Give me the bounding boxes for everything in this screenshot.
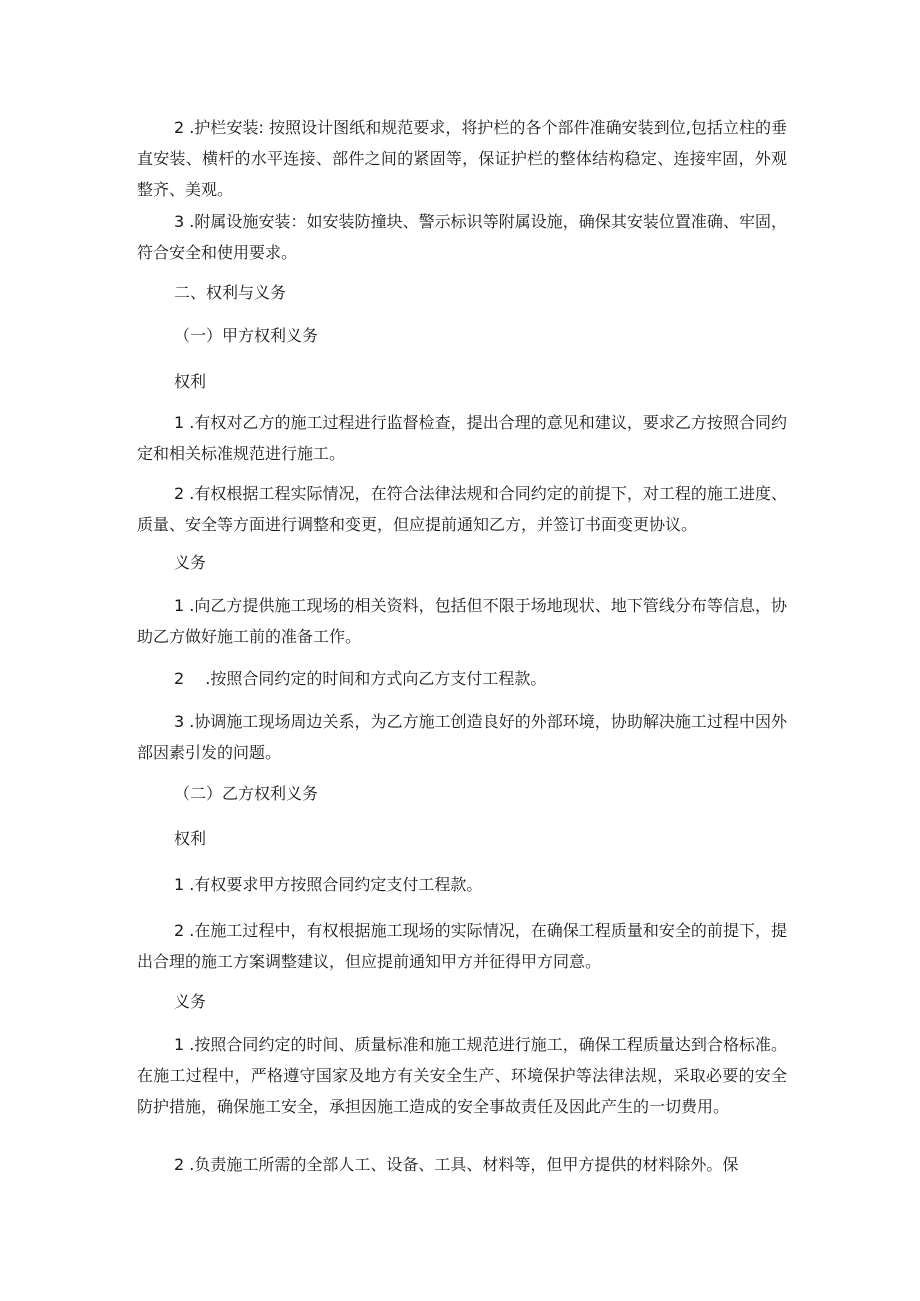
- paragraph-guardrail-installation: 2 .护栏安装: 按照设计图纸和规范要求，将护栏的各个部件准确安装到位,包括立柱的垂直安装、横杆的水平连接、部件之间的紧固等，保证护栏的整体结构稳定、连接牢固，外观整齐、美观。: [137, 118, 787, 199]
- paragraph-party-b-obligation-1: 1 .按照合同约定的时间、质量标准和施工规范进行施工，确保工程质量达到合格标准。在施工过程中，严格遵守国家及地方有关安全生产、环境保护等法律法规，采取必要的安全防护措施，确保施工安全，承担因施工造成的安全事故责任及因此产生的一切费用。: [137, 1035, 787, 1116]
- paragraph-party-a-obligation-1: 1 .向乙方提供施工现场的相关资料，包括但不限于场地现状、地下管线分布等信息，协助乙方做好施工前的准备工作。: [137, 596, 787, 646]
- paragraph-party-a-obligation-3: 3 .协调施工现场周边关系，为乙方施工创造良好的外部环境，协助解决施工过程中因外部因素引发的问题。: [137, 712, 787, 762]
- heading-party-b-obligations: 义务: [174, 992, 207, 1011]
- paragraph-party-b-right-2: 2 .在施工过程中，有权根据施工现场的实际情况，在确保工程质量和安全的前提下，提出合理的施工方案调整建议，但应提前通知甲方并征得甲方同意。: [137, 921, 787, 971]
- section-heading-rights-obligations: 二、权利与义务: [174, 283, 287, 302]
- paragraph-party-a-obligation-2: 2 .按照合同约定的时间和方式向乙方支付工程款。: [174, 669, 547, 688]
- paragraph-party-b-obligation-2: 2 .负责施工所需的全部人工、设备、工具、材料等，但甲方提供的材料除外。保: [174, 1155, 739, 1174]
- subsection-heading-party-a: （一）甲方权利义务: [174, 326, 319, 345]
- subsection-heading-party-b: （二）乙方权利义务: [174, 784, 319, 803]
- paragraph-party-a-right-2: 2 .有权根据工程实际情况，在符合法律法规和合同约定的前提下，对工程的施工进度、质量、安全等方面进行调整和变更，但应提前通知乙方，并签订书面变更协议。: [137, 484, 787, 534]
- heading-party-a-obligations: 义务: [174, 553, 207, 572]
- heading-party-b-rights: 权利: [174, 829, 207, 848]
- paragraph-ancillary-installation: 3 .附属设施安装：如安装防撞块、警示标识等附属设施，确保其安装位置准确、牢固，符合安全和使用要求。: [137, 212, 787, 262]
- paragraph-party-b-right-1: 1 .有权要求甲方按照合同约定支付工程款。: [174, 875, 483, 894]
- heading-party-a-rights: 权利: [174, 372, 207, 391]
- paragraph-party-a-right-1: 1 .有权对乙方的施工过程进行监督检查，提出合理的意见和建议，要求乙方按照合同约定和相关标准规范进行施工。: [137, 413, 787, 463]
